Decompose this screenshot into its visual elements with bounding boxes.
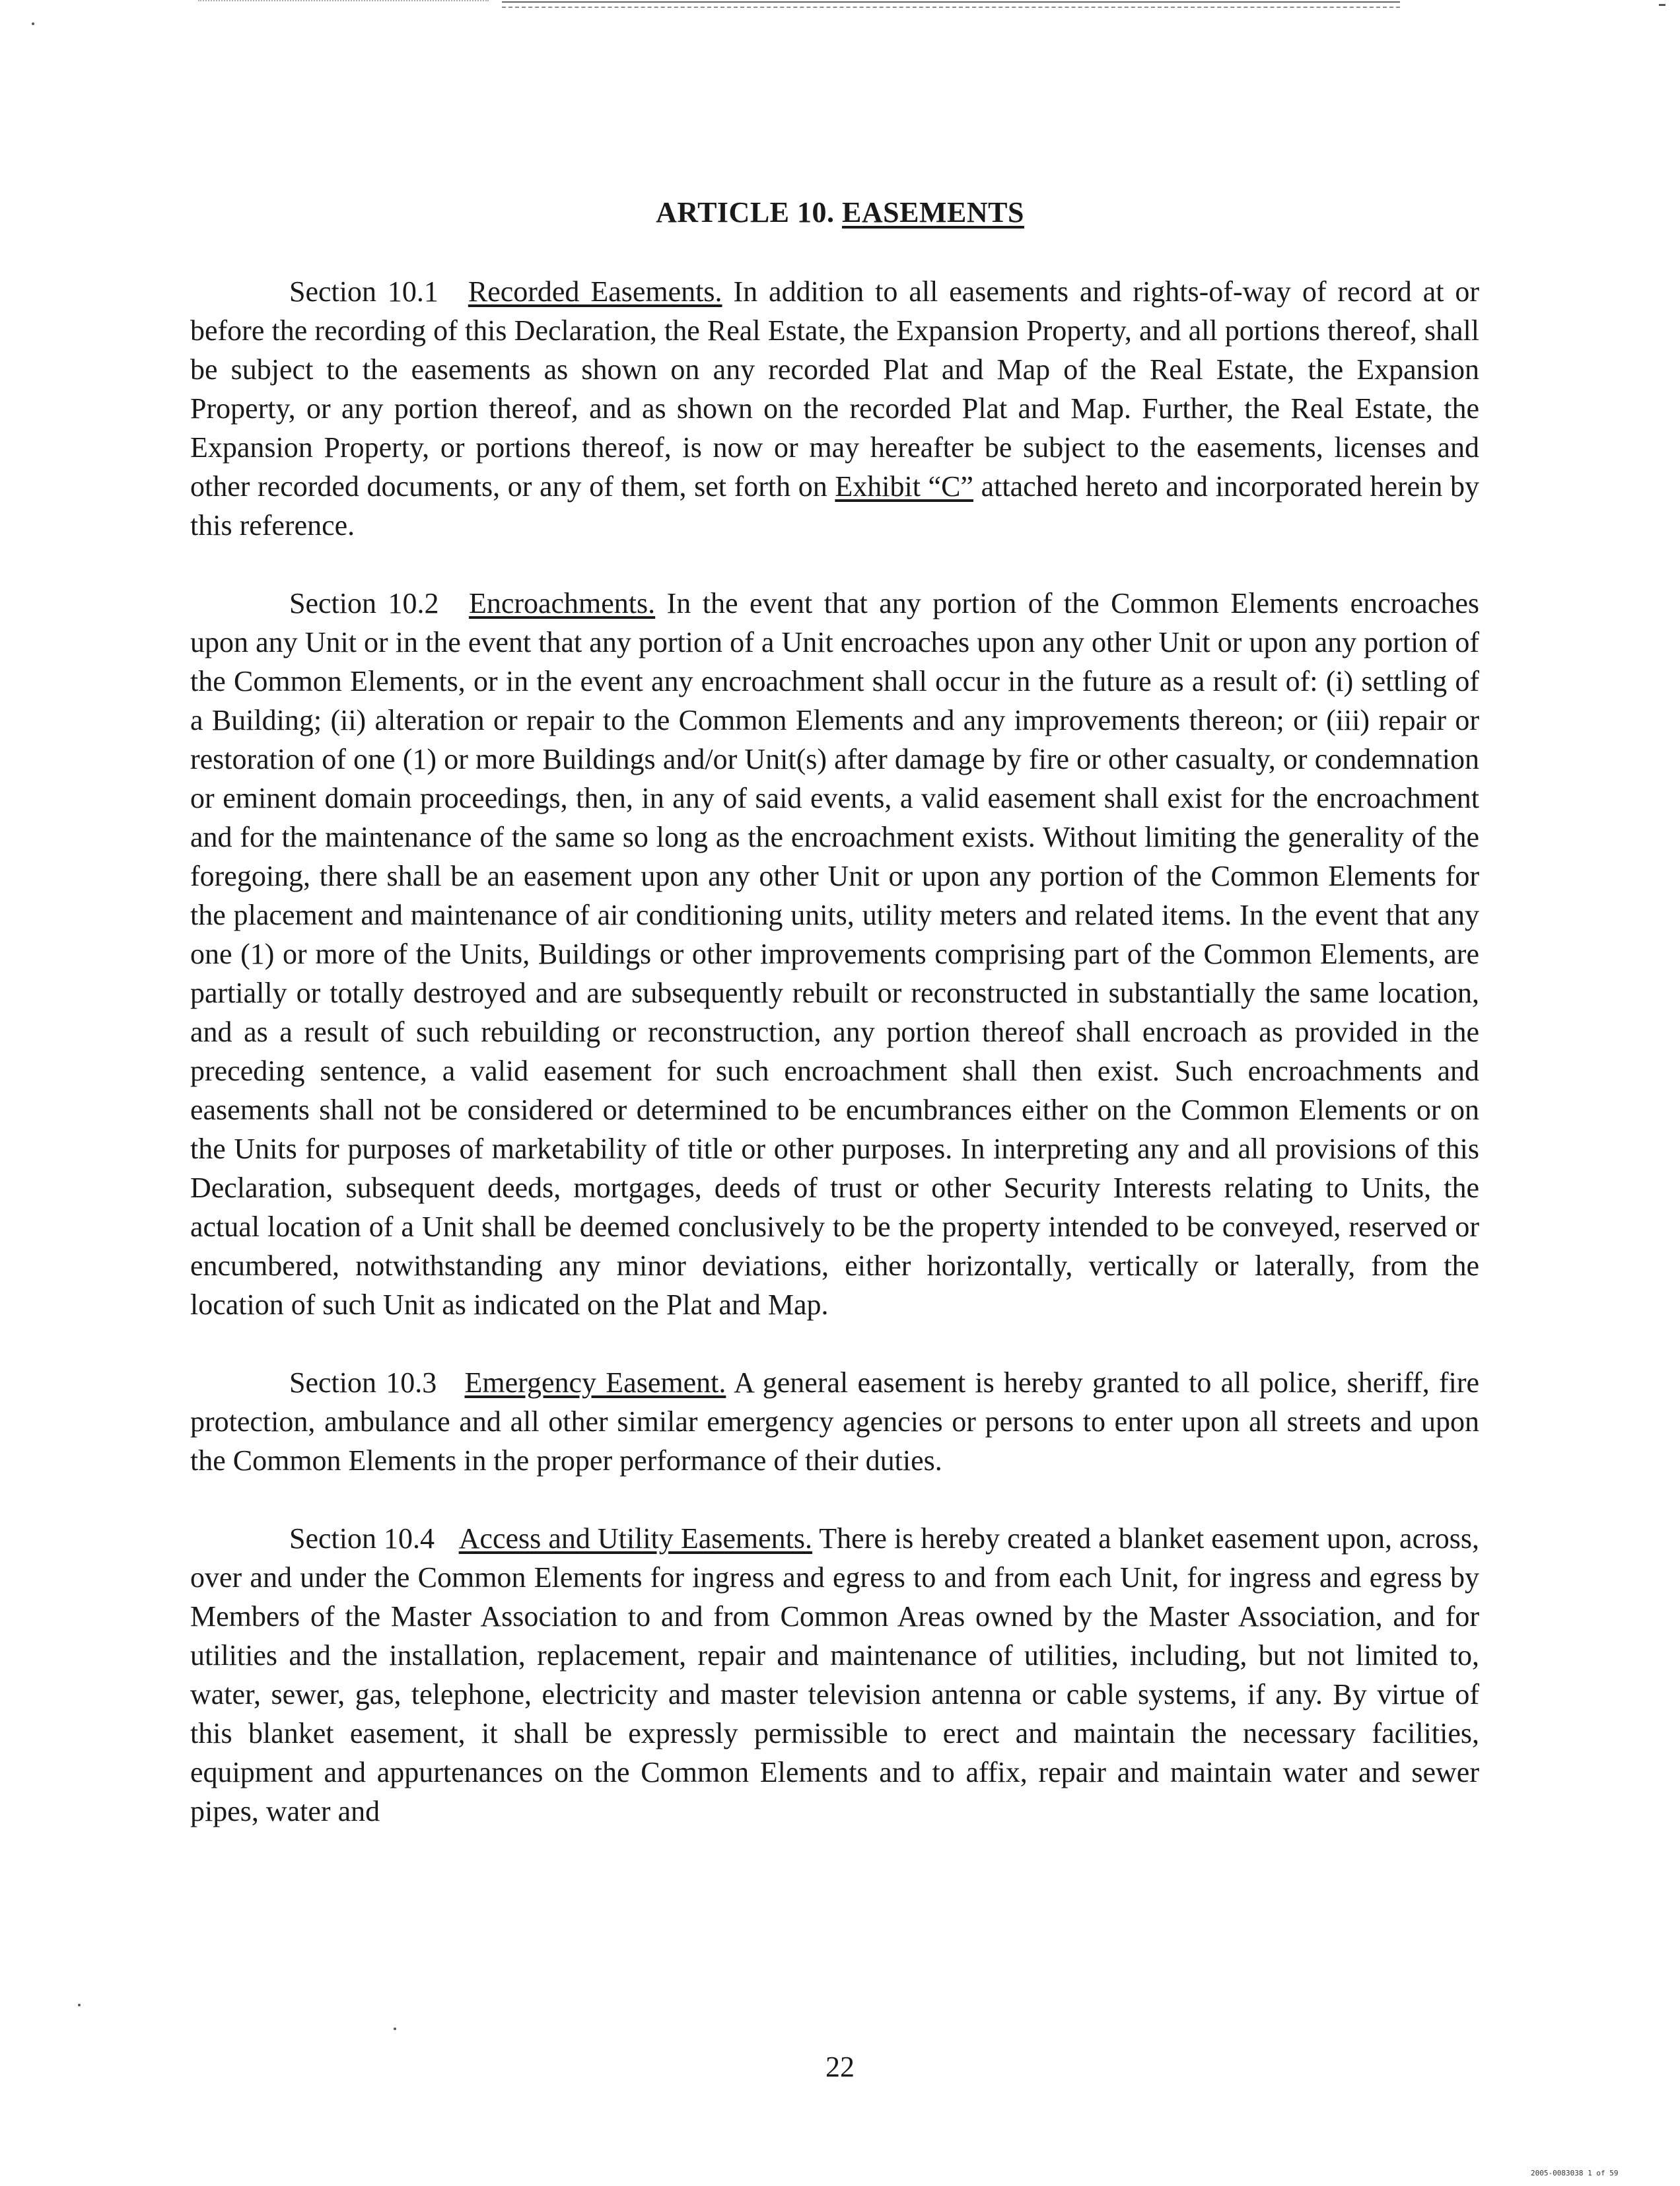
section-number: Section 10.3 (289, 1366, 437, 1399)
section-10-2 (190, 584, 1479, 1324)
document-body (190, 272, 1479, 1870)
section-number: Section 10.2 (289, 587, 439, 619)
section-10-4 (190, 1519, 1479, 1831)
section-heading: Encroachments. (468, 587, 656, 619)
recording-stamp: 2005-0083038 1 of 59 (1531, 2169, 1619, 2177)
article-title (0, 195, 1680, 229)
section-text-continued: attached hereto and incorporated herein by this reference. (190, 470, 1480, 542)
scan-speck (394, 2027, 396, 2030)
scan-artifact-top-left (198, 0, 489, 8)
section-10-3 (190, 1363, 1479, 1480)
section-heading: Access and Utility Easements. (458, 1522, 813, 1555)
section-text: In the event that any portion of the Common Elements encroaches upon any Unit or in the event that any portion of a Unit encroaches upon any other Unit or upon any portion of the Common Elements, or in the event any encroachment shall occur in the future as a result of: (i) settling of a Building; (ii) alteration or repair to the Common Elements and any improvements thereon; or (iii) repair or restoration of one (1) or more Buildings and/or Unit(s) after damage by fire or other casualty, or condemnation or eminent domain proceedings, then, in any of said events, a valid easement shall exist for the encroachment and for the maintenance of the same so long as the encroachment exists. Without limiting the generality of the foregoing, there shall be an easement upon any other Unit or upon any portion of the Common Elements for the placement and maintenance of air conditioning units, utility meters and related items. In the event that any one (1) or more of the Units, Buildings or other improvements comprising part of the Common Elements, are partially or totally destroyed and are subsequently rebuilt or reconstructed in substantially the same location, and as a result of such rebuilding or reconstruction, any portion thereof shall encroach as provided in the preceding sentence, a valid easement for such encroachment shall then exist. Such encroachments and easements shall not be considered or determined to be encumbrances either on the Common Elements or on the Units for purposes of marketability of title or other purposes. In interpreting any and all provisions of this Declaration, subsequent deeds, mortgages, deeds of trust or other Security Interests relating to Units, the actual location of a Unit shall be deemed conclusively to be the property intended to be conveyed, reserved or encumbered, notwithstanding any minor deviations, either horizontally, vertically or laterally, from the location of such Unit as indicated on the Plat and Map. (190, 587, 1480, 1321)
section-number: Section 10.1 (289, 275, 438, 308)
scan-speck (78, 2004, 81, 2006)
section-text: There is hereby created a blanket easement upon, across, over and under the Common Elements for ingress and egress to and from each Unit, for ingress and egress by Members of the Master Association to and from Common Areas owned by the Master Association, and for utilities and the installation, replacement, repair and maintenance of utilities, including, but not limited to, water, sewer, gas, telephone, electricity and master television antenna or cable systems, if any. By virtue of this blanket easement, it shall be expressly permissible to erect and maintain the necessary facilities, equipment and appurtenances on the Common Elements and to affix, repair and maintain water and sewer pipes, water and (190, 1522, 1479, 1827)
scan-artifact-top-rule (502, 1, 1400, 8)
section-number: Section 10.4 (289, 1522, 435, 1555)
article-heading: EASEMENTS (842, 196, 1024, 229)
section-text: In addition to all easements and rights-of-way of record at or before the recording of this Declaration, the Real Estate, the Expansion Property, and all portions thereof, shall be subject to the easements as shown on any recorded Plat and Map of the Real Estate, the Expansion Property, or any portion thereof, and as shown on the recorded Plat and Map. Further, the Real Estate, the Expansion Property, or portions thereof, is now or may hereafter be subject to the easements, licenses and other recorded documents, or any of them, set forth on (190, 275, 1480, 503)
scan-artifact-right-mark (1659, 4, 1665, 6)
section-10-1 (190, 272, 1479, 545)
exhibit-reference: Exhibit “C” (835, 470, 973, 503)
page-number: 22 (825, 2051, 855, 2083)
scan-speck (32, 22, 34, 25)
section-heading: Emergency Easement. (464, 1366, 726, 1399)
article-label: ARTICLE 10. (656, 196, 835, 229)
section-heading: Recorded Easements. (468, 275, 722, 308)
section-text: A general easement is hereby granted to all police, sheriff, fire protection, ambulance and all other similar emergency agencies or persons to enter upon all streets and upon the Common Elements in the proper performance of their duties. (190, 1366, 1479, 1477)
